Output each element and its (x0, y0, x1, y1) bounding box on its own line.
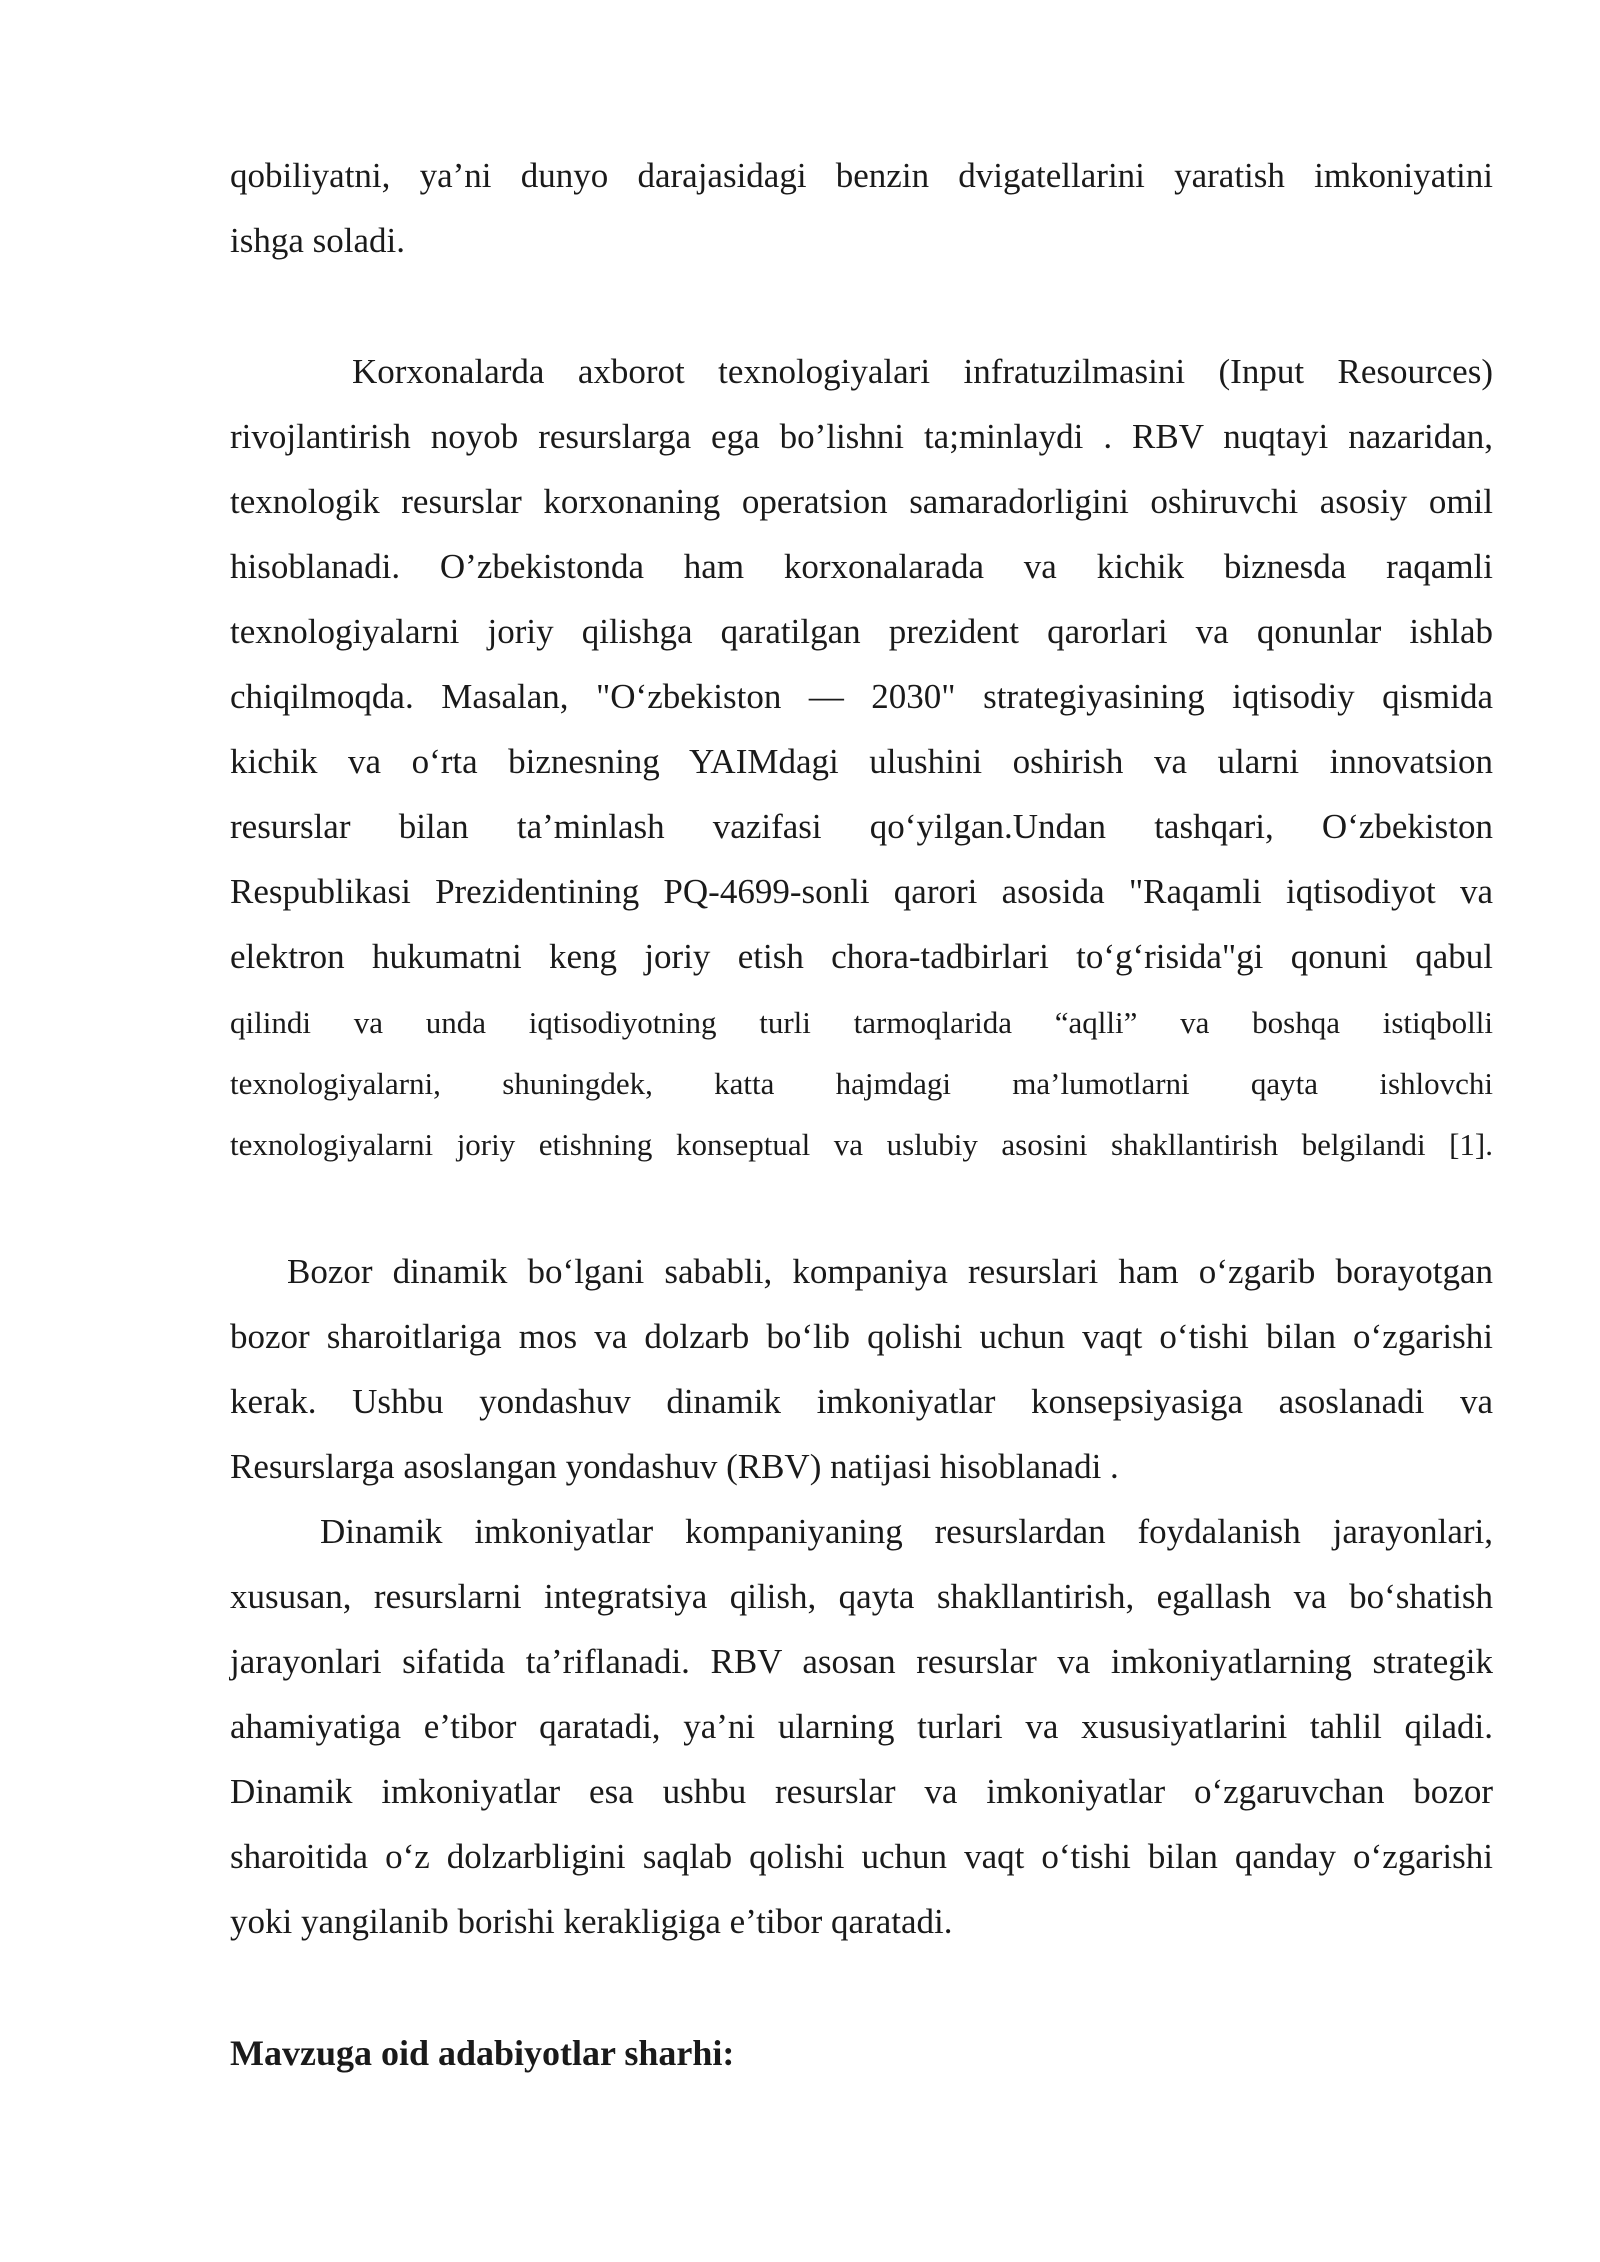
text-line: kichik va o‘rta biznesning YAIMdagi ulushini oshirish va ularni innovatsion (230, 742, 1493, 781)
text-line: kerak. Ushbu yondashuv dinamik imkoniyatlar konsepsiyasiga asoslanadi va (230, 1382, 1493, 1421)
text-line: yoki yangilanib borishi kerakligiga e’tibor qaratadi. (230, 1902, 953, 1941)
text-line: qilindi va unda iqtisodiyotning turli tarmoqlarida “aqlli” va boshqa istiqbolli (230, 1005, 1493, 1040)
text-line: jarayonlari sifatida ta’riflanadi. RBV asosan resurslar va imkoniyatlarning strategik (230, 1642, 1493, 1681)
text-line: resurslar bilan ta’minlash vazifasi qo‘yilgan.Undan tashqari, O‘zbekiston (230, 807, 1493, 846)
text-line: Dinamik imkoniyatlar kompaniyaning resurslardan foydalanish jarayonlari, (320, 1512, 1493, 1551)
text-line: bozor sharoitlariga mos va dolzarb bo‘lib qolishi uchun vaqt o‘tishi bilan o‘zgarishi (230, 1317, 1493, 1356)
text-line: texnologiyalarni joriy etishning konseptual va uslubiy asosini shakllantirish belgilandi [1]. (230, 1127, 1493, 1162)
text-line: texnologik resurslar korxonaning operatsion samaradorligini oshiruvchi asosiy omil (230, 482, 1493, 521)
text-line: Dinamik imkoniyatlar esa ushbu resurslar va imkoniyatlar o‘zgaruvchan bozor (230, 1772, 1493, 1811)
text-line: qobiliyatni, ya’ni dunyo darajasidagi benzin dvigatellarini yaratish imkoniyatini (230, 156, 1493, 195)
text-line: chiqilmoqda. Masalan, "O‘zbekiston — 2030" strategiyasining iqtisodiy qismida (230, 677, 1493, 716)
text-line: texnologiyalarni joriy qilishga qaratilgan prezident qarorlari va qonunlar ishlab (230, 612, 1493, 651)
text-line: ahamiyatiga e’tibor qaratadi, ya’ni ularning turlari va xususiyatlarini tahlil qiladi. (230, 1707, 1493, 1746)
text-line: sharoitida o‘z dolzarbligini saqlab qolishi uchun vaqt o‘tishi bilan qanday o‘zgarishi (230, 1837, 1493, 1876)
text-line: texnologiyalarni, shuningdek, katta hajmdagi ma’lumotlarni qayta ishlovchi (230, 1066, 1493, 1101)
text-line: elektron hukumatni keng joriy etish chora-tadbirlari to‘g‘risida"gi qonuni qabul (230, 937, 1493, 976)
text-line: Resurslarga asoslangan yondashuv (RBV) natijasi hisoblanadi . (230, 1447, 1119, 1486)
text-line: Korxonalarda axborot texnologiyalari infratuzilmasini (Input Resources) (352, 352, 1493, 391)
text-line: xususan, resurslarni integratsiya qilish, qayta shakllantirish, egallash va bo‘shatish (230, 1577, 1493, 1616)
text-line: Respublikasi Prezidentining PQ-4699-sonli qarori asosida "Raqamli iqtisodiyot va (230, 872, 1493, 911)
text-line: Bozor dinamik bo‘lgani sababli, kompaniya resurslari ham o‘zgarib borayotgan (287, 1252, 1493, 1291)
text-line: rivojlantirish noyob resurslarga ega bo’lishni ta;minlaydi . RBV nuqtayi nazaridan, (230, 417, 1493, 456)
text-line: ishga soladi. (230, 221, 405, 260)
text-line: hisoblanadi. O’zbekistonda ham korxonalarada va kichik biznesda raqamli (230, 547, 1493, 586)
section-heading: Mavzuga oid adabiyotlar sharhi: (230, 2033, 735, 2073)
